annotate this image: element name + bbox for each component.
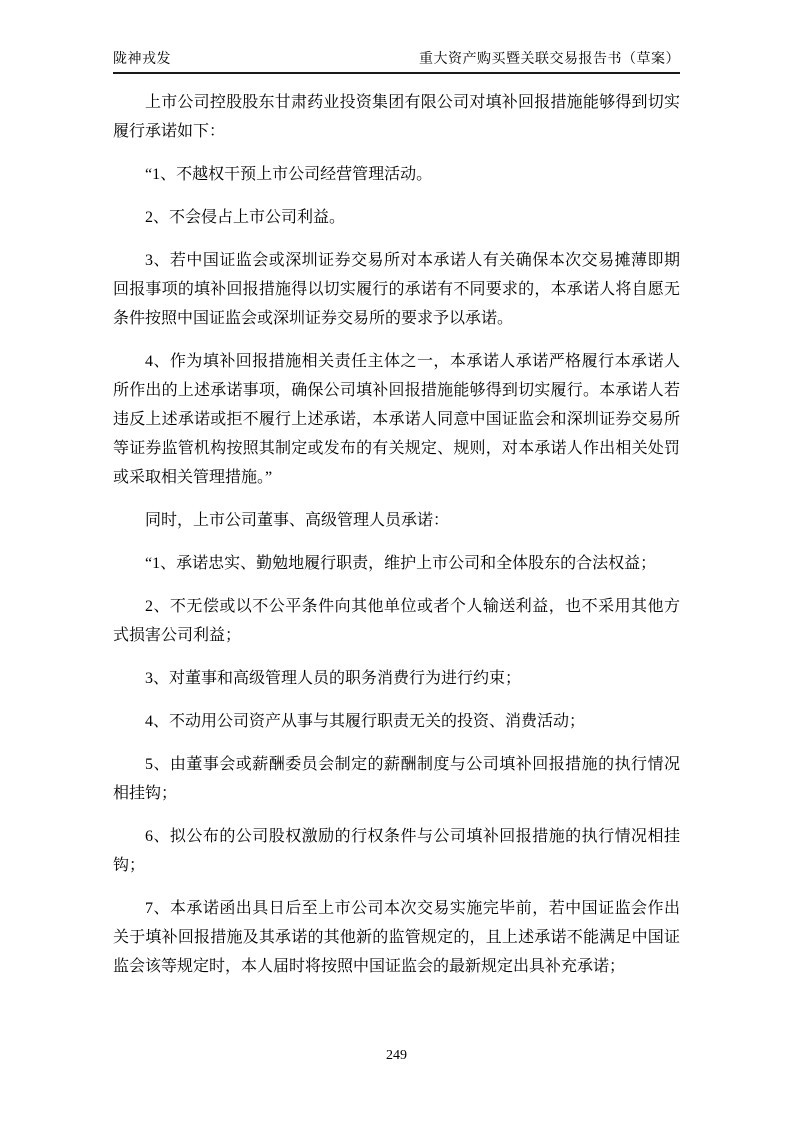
paragraph-director-commitment-1: “1、承诺忠实、勤勉地履行职责，维护上市公司和全体股东的合法权益； [145, 555, 657, 572]
header-company-name: 陇神戎发 [113, 52, 171, 67]
paragraph-commitment-4: 4、作为填补回报措施相关责任主体之一，本承诺人承诺严格履行本承诺人所作出的上述承诺事项，确保公司填补回报措施能够得到切实履行。本承诺人若违反上述承诺或拒不履行上述承诺，本承诺人同意中国证监会和深圳证券交易所等证券监管机构按照其制定或发布的有关规定、规则，对本承诺人作出相关处罚或采取相关管理措施。” [113, 353, 680, 486]
paragraph-intro-directors: 同时，上市公司董事、高级管理人员承诺： [145, 512, 450, 529]
paragraph-intro-controlling-shareholder: 上市公司控股股东甘肃药业投资集团有限公司对填补回报措施能够得到切实履行承诺如下： [113, 94, 680, 140]
paragraph-director-commitment-3: 3、对董事和高级管理人员的职务消费行为进行约束； [145, 670, 522, 687]
paragraph-director-commitment-6: 6、拟公布的公司股权激励的行权条件与公司填补回报措施的执行情况相挂钩； [113, 828, 680, 874]
paragraph-commitment-3: 3、若中国证监会或深圳证券交易所对本承诺人有关确保本次交易摊薄即期回报事项的填补回报措施得以切实履行的承诺有不同要求的，本承诺人将自愿无条件按照中国证监会或深圳证券交易所的要求予以承诺。 [113, 252, 680, 327]
paragraph-director-commitment-5: 5、由董事会或薪酬委员会制定的薪酬制度与公司填补回报措施的执行情况相挂钩； [113, 756, 680, 802]
document-body [113, 88, 680, 995]
paragraph-director-commitment-4: 4、不动用公司资产从事与其履行职责无关的投资、消费活动； [145, 713, 586, 730]
page-header [113, 48, 680, 74]
paragraph-commitment-2: 2、不会侵占上市公司利益。 [145, 209, 346, 226]
page-footer [0, 1048, 793, 1064]
paragraph-director-commitment-2: 2、不无偿或以不公平条件向其他单位或者个人输送利益，也不采用其他方式损害公司利益； [113, 598, 680, 644]
page-number: 249 [386, 1048, 407, 1063]
paragraph-director-commitment-7: 7、本承诺函出具日后至上市公司本次交易实施完毕前，若中国证监会作出关于填补回报措施及其承诺的其他新的监管规定的，且上述承诺不能满足中国证监会该等规定时，本人届时将按照中国证监会的最新规定出具补充承诺； [113, 900, 680, 975]
header-report-title: 重大资产购买暨关联交易报告书（草案） [419, 52, 680, 67]
paragraph-commitment-1: “1、不越权干预上市公司经营管理活动。 [145, 166, 433, 183]
